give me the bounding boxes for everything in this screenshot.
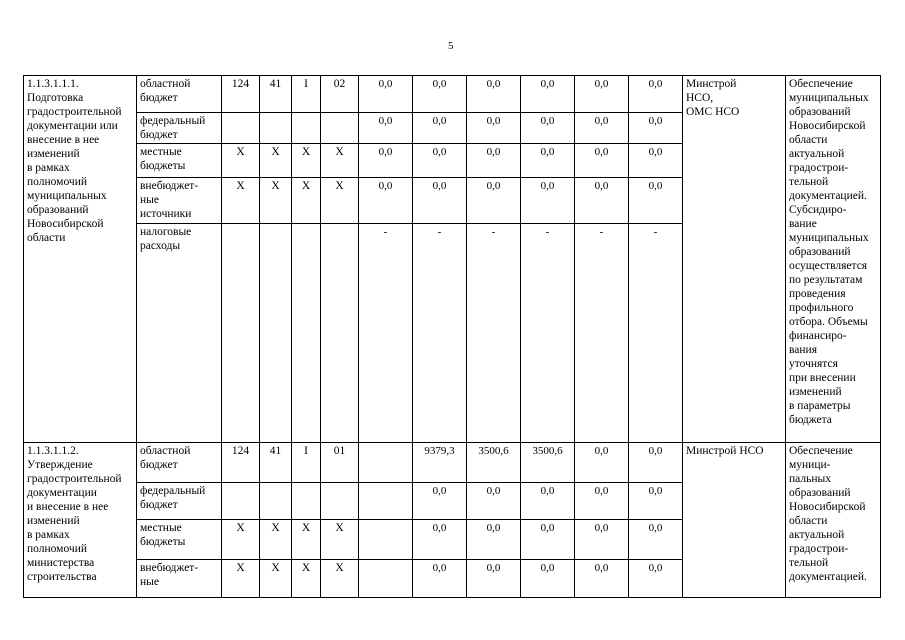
code-cell: 01 — [321, 443, 359, 483]
code-cell — [292, 483, 321, 520]
code-cell: X — [222, 144, 260, 178]
source-cell: областной бюджет — [137, 76, 222, 113]
value-cell: 0,0 — [413, 483, 467, 520]
value-cell: 0,0 — [629, 520, 683, 560]
value-cell: 0,0 — [575, 76, 629, 113]
code-cell: X — [260, 144, 292, 178]
result-cell: Обеспечение муници- пальных образований Новосибирской области актуальной градострои- тельной документацией. — [786, 443, 881, 598]
value-cell: 3500,6 — [467, 443, 521, 483]
value-cell — [359, 520, 413, 560]
code-cell: 02 — [321, 76, 359, 113]
code-cell: X — [292, 178, 321, 224]
code-cell: 41 — [260, 76, 292, 113]
source-cell: внебюджет- ные источники — [137, 178, 222, 224]
code-cell: X — [260, 520, 292, 560]
value-cell: 0,0 — [413, 520, 467, 560]
value-cell: 0,0 — [521, 178, 575, 224]
code-cell — [292, 224, 321, 443]
value-cell: 0,0 — [467, 178, 521, 224]
value-cell: 0,0 — [575, 443, 629, 483]
code-cell — [321, 483, 359, 520]
result-cell: Обеспечение муниципальных образований Новосибирской области актуальной градострои- тельной документацией. Субсидиро- вание муниципальных образований осуществляется по результатам проведения профильного отбора. Объемы финансиро- вания уточнятся при внесении изменений в параметры бюджета — [786, 76, 881, 443]
code-cell: I — [292, 76, 321, 113]
page-number: 5 — [448, 40, 454, 52]
source-cell: внебюджет- ные — [137, 560, 222, 598]
value-cell: 0,0 — [413, 144, 467, 178]
code-cell: X — [292, 560, 321, 598]
value-cell: 0,0 — [359, 76, 413, 113]
event-cell: 1.1.3.1.1.2. Утверждение градостроительной документации и внесение в нее изменений в рамках полномочий министерства строительства — [24, 443, 137, 598]
value-cell: 0,0 — [467, 483, 521, 520]
code-cell — [260, 113, 292, 144]
value-cell: 0,0 — [629, 483, 683, 520]
value-cell: 0,0 — [413, 76, 467, 113]
value-cell: 0,0 — [629, 178, 683, 224]
value-cell: 0,0 — [413, 113, 467, 144]
value-cell: - — [467, 224, 521, 443]
source-cell: областной бюджет — [137, 443, 222, 483]
table-row — [24, 443, 881, 483]
code-cell: X — [260, 178, 292, 224]
code-cell: X — [321, 560, 359, 598]
code-cell: X — [321, 178, 359, 224]
code-cell: X — [321, 520, 359, 560]
value-cell: 0,0 — [521, 483, 575, 520]
code-cell — [260, 224, 292, 443]
value-cell: 0,0 — [359, 144, 413, 178]
value-cell: 0,0 — [467, 76, 521, 113]
value-cell: 0,0 — [413, 560, 467, 598]
source-cell: налоговые расходы — [137, 224, 222, 443]
value-cell: 0,0 — [521, 560, 575, 598]
code-cell: X — [260, 560, 292, 598]
value-cell: 0,0 — [575, 560, 629, 598]
value-cell: 0,0 — [359, 178, 413, 224]
code-cell: X — [292, 520, 321, 560]
source-cell: федеральный бюджет — [137, 113, 222, 144]
value-cell: 0,0 — [575, 178, 629, 224]
source-cell: федеральный бюджет — [137, 483, 222, 520]
value-cell: 0,0 — [521, 113, 575, 144]
code-cell: 41 — [260, 443, 292, 483]
code-cell: 124 — [222, 443, 260, 483]
code-cell — [260, 483, 292, 520]
value-cell: 0,0 — [467, 560, 521, 598]
value-cell: - — [413, 224, 467, 443]
code-cell — [292, 113, 321, 144]
value-cell: 0,0 — [521, 520, 575, 560]
value-cell: 0,0 — [359, 113, 413, 144]
value-cell: - — [575, 224, 629, 443]
value-cell: 0,0 — [467, 113, 521, 144]
value-cell: 0,0 — [629, 113, 683, 144]
value-cell: 0,0 — [629, 76, 683, 113]
value-cell — [359, 483, 413, 520]
value-cell: 0,0 — [575, 520, 629, 560]
value-cell: 0,0 — [575, 113, 629, 144]
value-cell: 0,0 — [575, 144, 629, 178]
value-cell: 0,0 — [629, 560, 683, 598]
value-cell: 0,0 — [629, 144, 683, 178]
code-cell: X — [222, 520, 260, 560]
value-cell: 0,0 — [521, 144, 575, 178]
value-cell — [359, 560, 413, 598]
value-cell: - — [521, 224, 575, 443]
code-cell: I — [292, 443, 321, 483]
code-cell: X — [222, 560, 260, 598]
code-cell: X — [292, 144, 321, 178]
executor-cell: Минстрой НСО — [683, 443, 786, 598]
source-cell: местные бюджеты — [137, 520, 222, 560]
value-cell: 0,0 — [413, 178, 467, 224]
event-cell: 1.1.3.1.1.1. Подготовка градостроительной документации или внесение в нее изменений в рамках полномочий муниципальных образований Новосибирской области — [24, 76, 137, 443]
code-cell: X — [321, 144, 359, 178]
code-cell — [222, 483, 260, 520]
code-cell: 124 — [222, 76, 260, 113]
value-cell: 3500,6 — [521, 443, 575, 483]
value-cell: 0,0 — [467, 144, 521, 178]
executor-cell: Минстрой НСО, ОМС НСО — [683, 76, 786, 443]
code-cell — [321, 113, 359, 144]
value-cell: 0,0 — [629, 443, 683, 483]
source-cell: местные бюджеты — [137, 144, 222, 178]
value-cell: 0,0 — [521, 76, 575, 113]
value-cell: 0,0 — [467, 520, 521, 560]
value-cell: - — [359, 224, 413, 443]
value-cell: - — [629, 224, 683, 443]
value-cell: 9379,3 — [413, 443, 467, 483]
code-cell — [222, 224, 260, 443]
code-cell — [321, 224, 359, 443]
table-row — [24, 76, 881, 113]
value-cell — [359, 443, 413, 483]
code-cell: X — [222, 178, 260, 224]
program-table — [23, 75, 881, 598]
code-cell — [222, 113, 260, 144]
value-cell: 0,0 — [575, 483, 629, 520]
